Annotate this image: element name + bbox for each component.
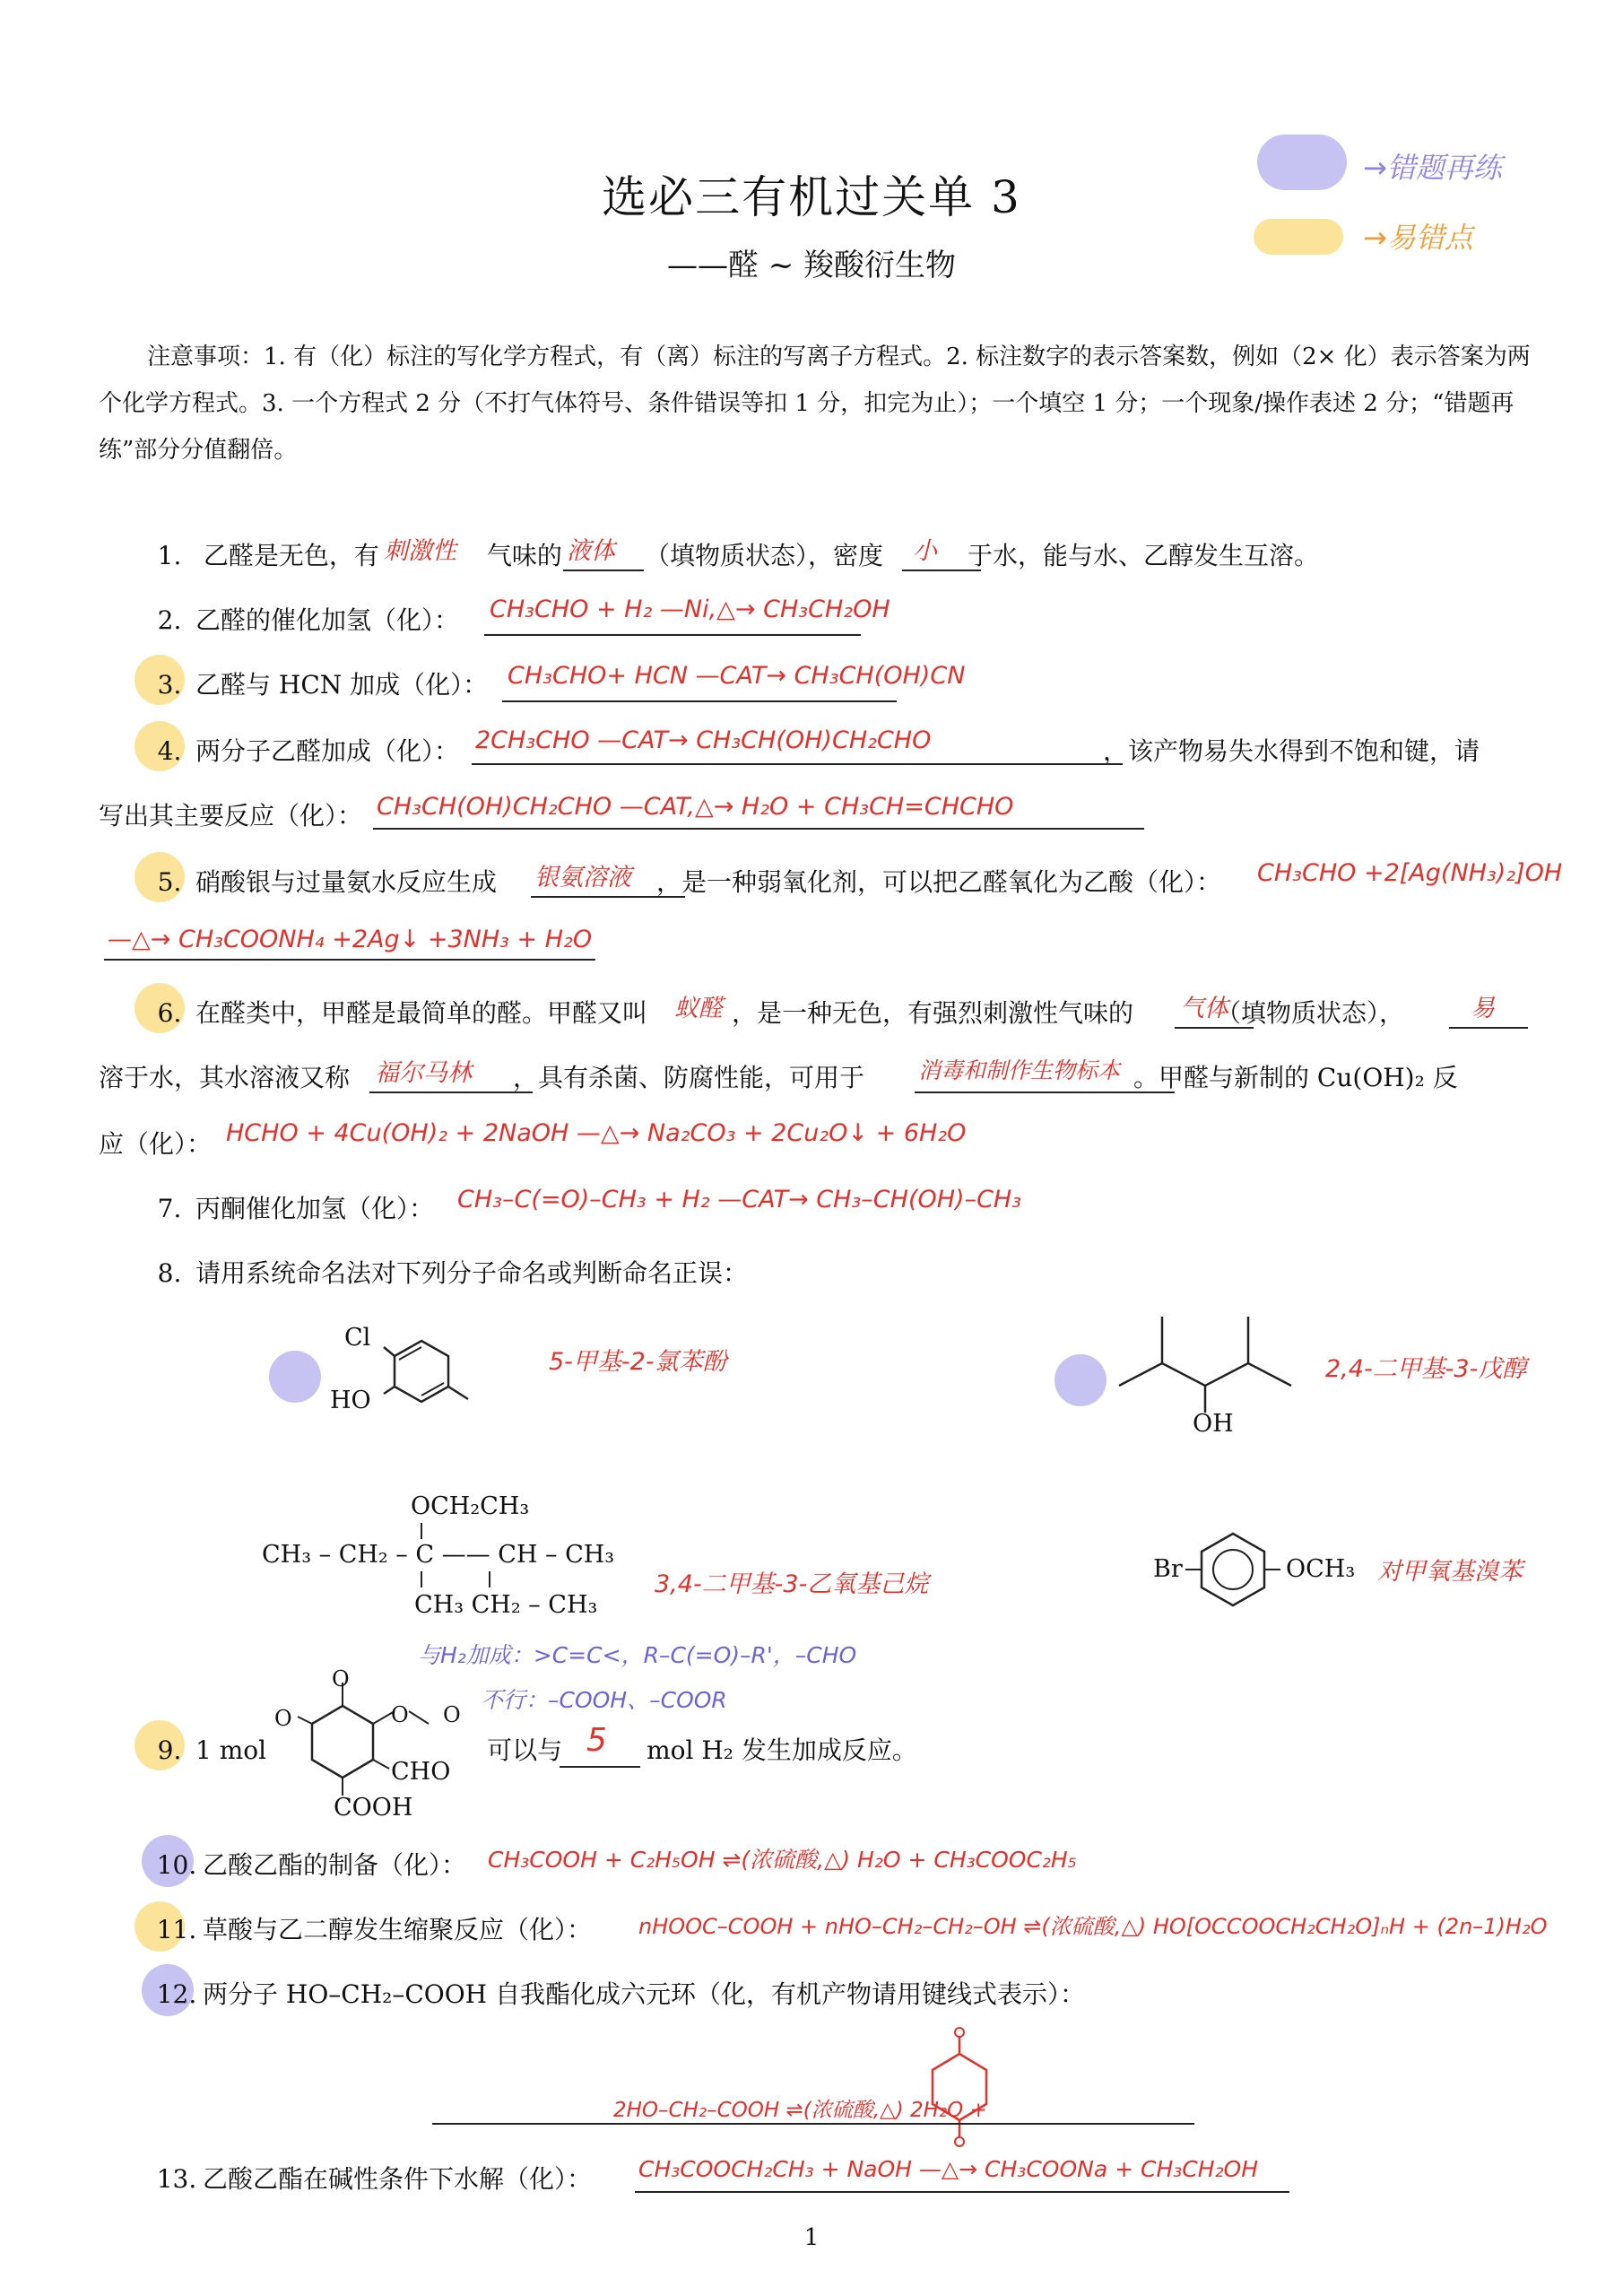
q9-answer: 5 (586, 1722, 607, 1759)
q9-o-carbonyl: O (443, 1702, 461, 1727)
q6-answer-2: 气体 (1180, 995, 1228, 1022)
question-1: 1. 乙醛是无色，有 气味的 （填物质状态），密度 于水，能与水、乙醇发生互溶。 (157, 541, 1319, 570)
q7-answer: CH₃–C(=O)–CH₃ + H₂ —CAT→ CH₃–CH(OH)–CH₃ (457, 1186, 1022, 1213)
q2-answer: CH₃CHO + H₂ —Ni,△→ CH₃CH₂OH (490, 596, 890, 623)
wrong-marker (1055, 1354, 1107, 1406)
q5-answer-3: —△→ CH₃COONH₄ +2Ag↓ +3NH₃ + H₂O (108, 926, 593, 953)
mol2-name-answer: 2,4-二甲基-3-戊醇 (1325, 1355, 1527, 1383)
mol4-name-answer: 对甲氧基溴苯 (1377, 1558, 1523, 1586)
q6-answer-4: 福尔马林 (375, 1059, 472, 1087)
question-6-line2: 溶于水，其水溶液又称 ，具有杀菌、防腐性能，可用于 。甲醛与新制的 Cu(OH)₂ 反 (99, 1063, 1458, 1092)
wrong-marker (269, 1351, 321, 1403)
mol3-main-chain: CH₃ – CH₂ – C —— CH – CH₃ (262, 1541, 615, 1569)
question-12: 12. 两分子 HO–CH₂–COOH 自我酯化成六元环（化，有机产物请用键线式表示）： (156, 1979, 1085, 2009)
page-subtitle: ——醛 ~ 羧酸衍生物 (666, 248, 957, 283)
question-4: 4. 两分子乙醛加成（化）： ，该产物易失水得到不饱和键，请 (157, 736, 1480, 766)
q10-answer: CH₃COOH + C₂H₅OH ⇌(浓硫酸,△) H₂O + CH₃COOC₂H₅ (488, 1847, 1077, 1873)
question-5: 5. 硝酸银与过量氨水反应生成 ，是一种弱氧化剂，可以把乙醛氧化为乙酸（化）： (157, 867, 1222, 897)
q11-answer: nHOOC–COOH + nHO–CH₂–CH₂–OH ⇌(浓硫酸,△) HO[OCCOOCH₂CH₂O]ₙH + (2n–1)H₂O (638, 1914, 1548, 1939)
legend-wrong-label: →错题再练 (1363, 151, 1502, 185)
q12-answer: 2HO–CH₂–COOH ⇌(浓硫酸,△) 2H₂O + (613, 2099, 987, 2122)
q4-answer-1: 2CH₃CHO —CAT→ CH₃CH(OH)CH₂CHO (475, 726, 932, 754)
mol4-och3-label: OCH₃ (1286, 1555, 1356, 1583)
q1-answer-1: 刺激性 (384, 537, 456, 565)
mol4-ring (1184, 1525, 1282, 1614)
mol1-cl-label: Cl (344, 1324, 371, 1352)
question-8: 8. 请用系统命名法对下列分子命名或判断命名正误： (157, 1258, 749, 1288)
question-10: 10. 乙酸乙酯的制备（化）： (156, 1850, 467, 1880)
page-title: 选必三有机过关单 3 (602, 171, 1021, 223)
legend-easy-label: →易错点 (1363, 221, 1473, 255)
question-7: 7. 丙酮催化加氢（化）： (157, 1194, 435, 1223)
question-4-line2: 写出其主要反应（化）： (99, 801, 363, 831)
question-2: 2. 乙醛的催化加氢（化）： (157, 605, 460, 635)
question-11: 11. 草酸与乙二醇发生缩聚反应（化）： (156, 1915, 593, 1944)
q9-o-left: O (274, 1706, 292, 1731)
q1-answer-3: 小 (913, 537, 937, 565)
q6-answer-6: HCHO + 4Cu(OH)₂ + 2NaOH —△→ Na₂CO₃ + 2Cu₂O↓ + 6H₂O (226, 1119, 967, 1147)
mol3-bottom-label: CH₃ CH₂ – CH₃ (414, 1591, 598, 1619)
q9-o-top: O (332, 1666, 350, 1692)
notice-paragraph: 注意事项：1. 有（化）标注的写化学方程式，有（离）标注的写离子方程式。2. 标注数字的表示答案数，例如（2× 化）表示答案为两个化学方程式。3. 一个方程式 2 分（不打气体符号、条件错误等扣 1 分，扣完为止）；一个填空 1 分；一个现象/操作表述 2 分；“错题再练”部分分值翻倍。 (99, 344, 1531, 464)
note-addition: 与H₂加成：>C=C<，R–C(=O)–R'，–CHO (418, 1642, 857, 1668)
q9-o-ester: O (391, 1702, 409, 1727)
question-9: 9. 1 mol 可以与 mol H₂ 发生加成反应。 (157, 1735, 917, 1765)
question-13: 13. 乙酸乙酯在碱性条件下水解（化）： (156, 2164, 593, 2194)
question-3: 3. 乙醛与 HCN 加成（化）： (157, 670, 489, 700)
q6-answer-5: 消毒和制作生物标本 (918, 1057, 1121, 1083)
mol1-structure (359, 1327, 493, 1426)
mol3-name-answer: 3,4-二甲基-3-乙氧基己烷 (655, 1570, 929, 1598)
mol1-name-answer: 5-甲基-2-氯苯酚 (549, 1348, 727, 1376)
note-not-addition: 不行：–COOH、–COOR (481, 1687, 727, 1713)
q1-answer-2: 液体 (567, 537, 615, 565)
mol3-bonds (412, 1516, 520, 1596)
q5-answer-1: 银氨溶液 (534, 864, 631, 891)
q6-answer-3: 易 (1471, 995, 1495, 1022)
mol2-oh-label: OH (1193, 1410, 1234, 1438)
q9-cooh-label: COOH (334, 1794, 413, 1822)
question-6-line3: 应（化）： (99, 1129, 213, 1159)
mol4-br-label: Br (1153, 1555, 1183, 1583)
q12-lactide-ring (906, 2027, 1013, 2152)
q4-answer-2: CH₃CH(OH)CH₂CHO —CAT,△→ H₂O + CH₃CH=CHCHO (377, 793, 1014, 821)
q9-cho-label: CHO (391, 1758, 451, 1786)
q6-answer-1: 蚁醛 (674, 995, 723, 1022)
page-number: 1 (803, 2224, 820, 2251)
mol3-top-label: OCH₂CH₃ (411, 1492, 530, 1520)
q13-answer: CH₃COOCH₂CH₃ + NaOH —△→ CH₃COONa + CH₃CH₂OH (638, 2156, 1259, 2182)
q3-answer: CH₃CHO+ HCN —CAT→ CH₃CH(OH)CN (508, 662, 966, 690)
mol1-ho-label: HO (330, 1387, 371, 1414)
question-6: 6. 在醛类中，甲醛是最简单的醛。甲醛又叫 ，是一种无色，有强烈刺激性气味的 （填物质状态）， (157, 998, 1405, 1028)
q5-answer-2: CH₃CHO +2[Ag(NH₃)₂]OH (1257, 859, 1563, 887)
